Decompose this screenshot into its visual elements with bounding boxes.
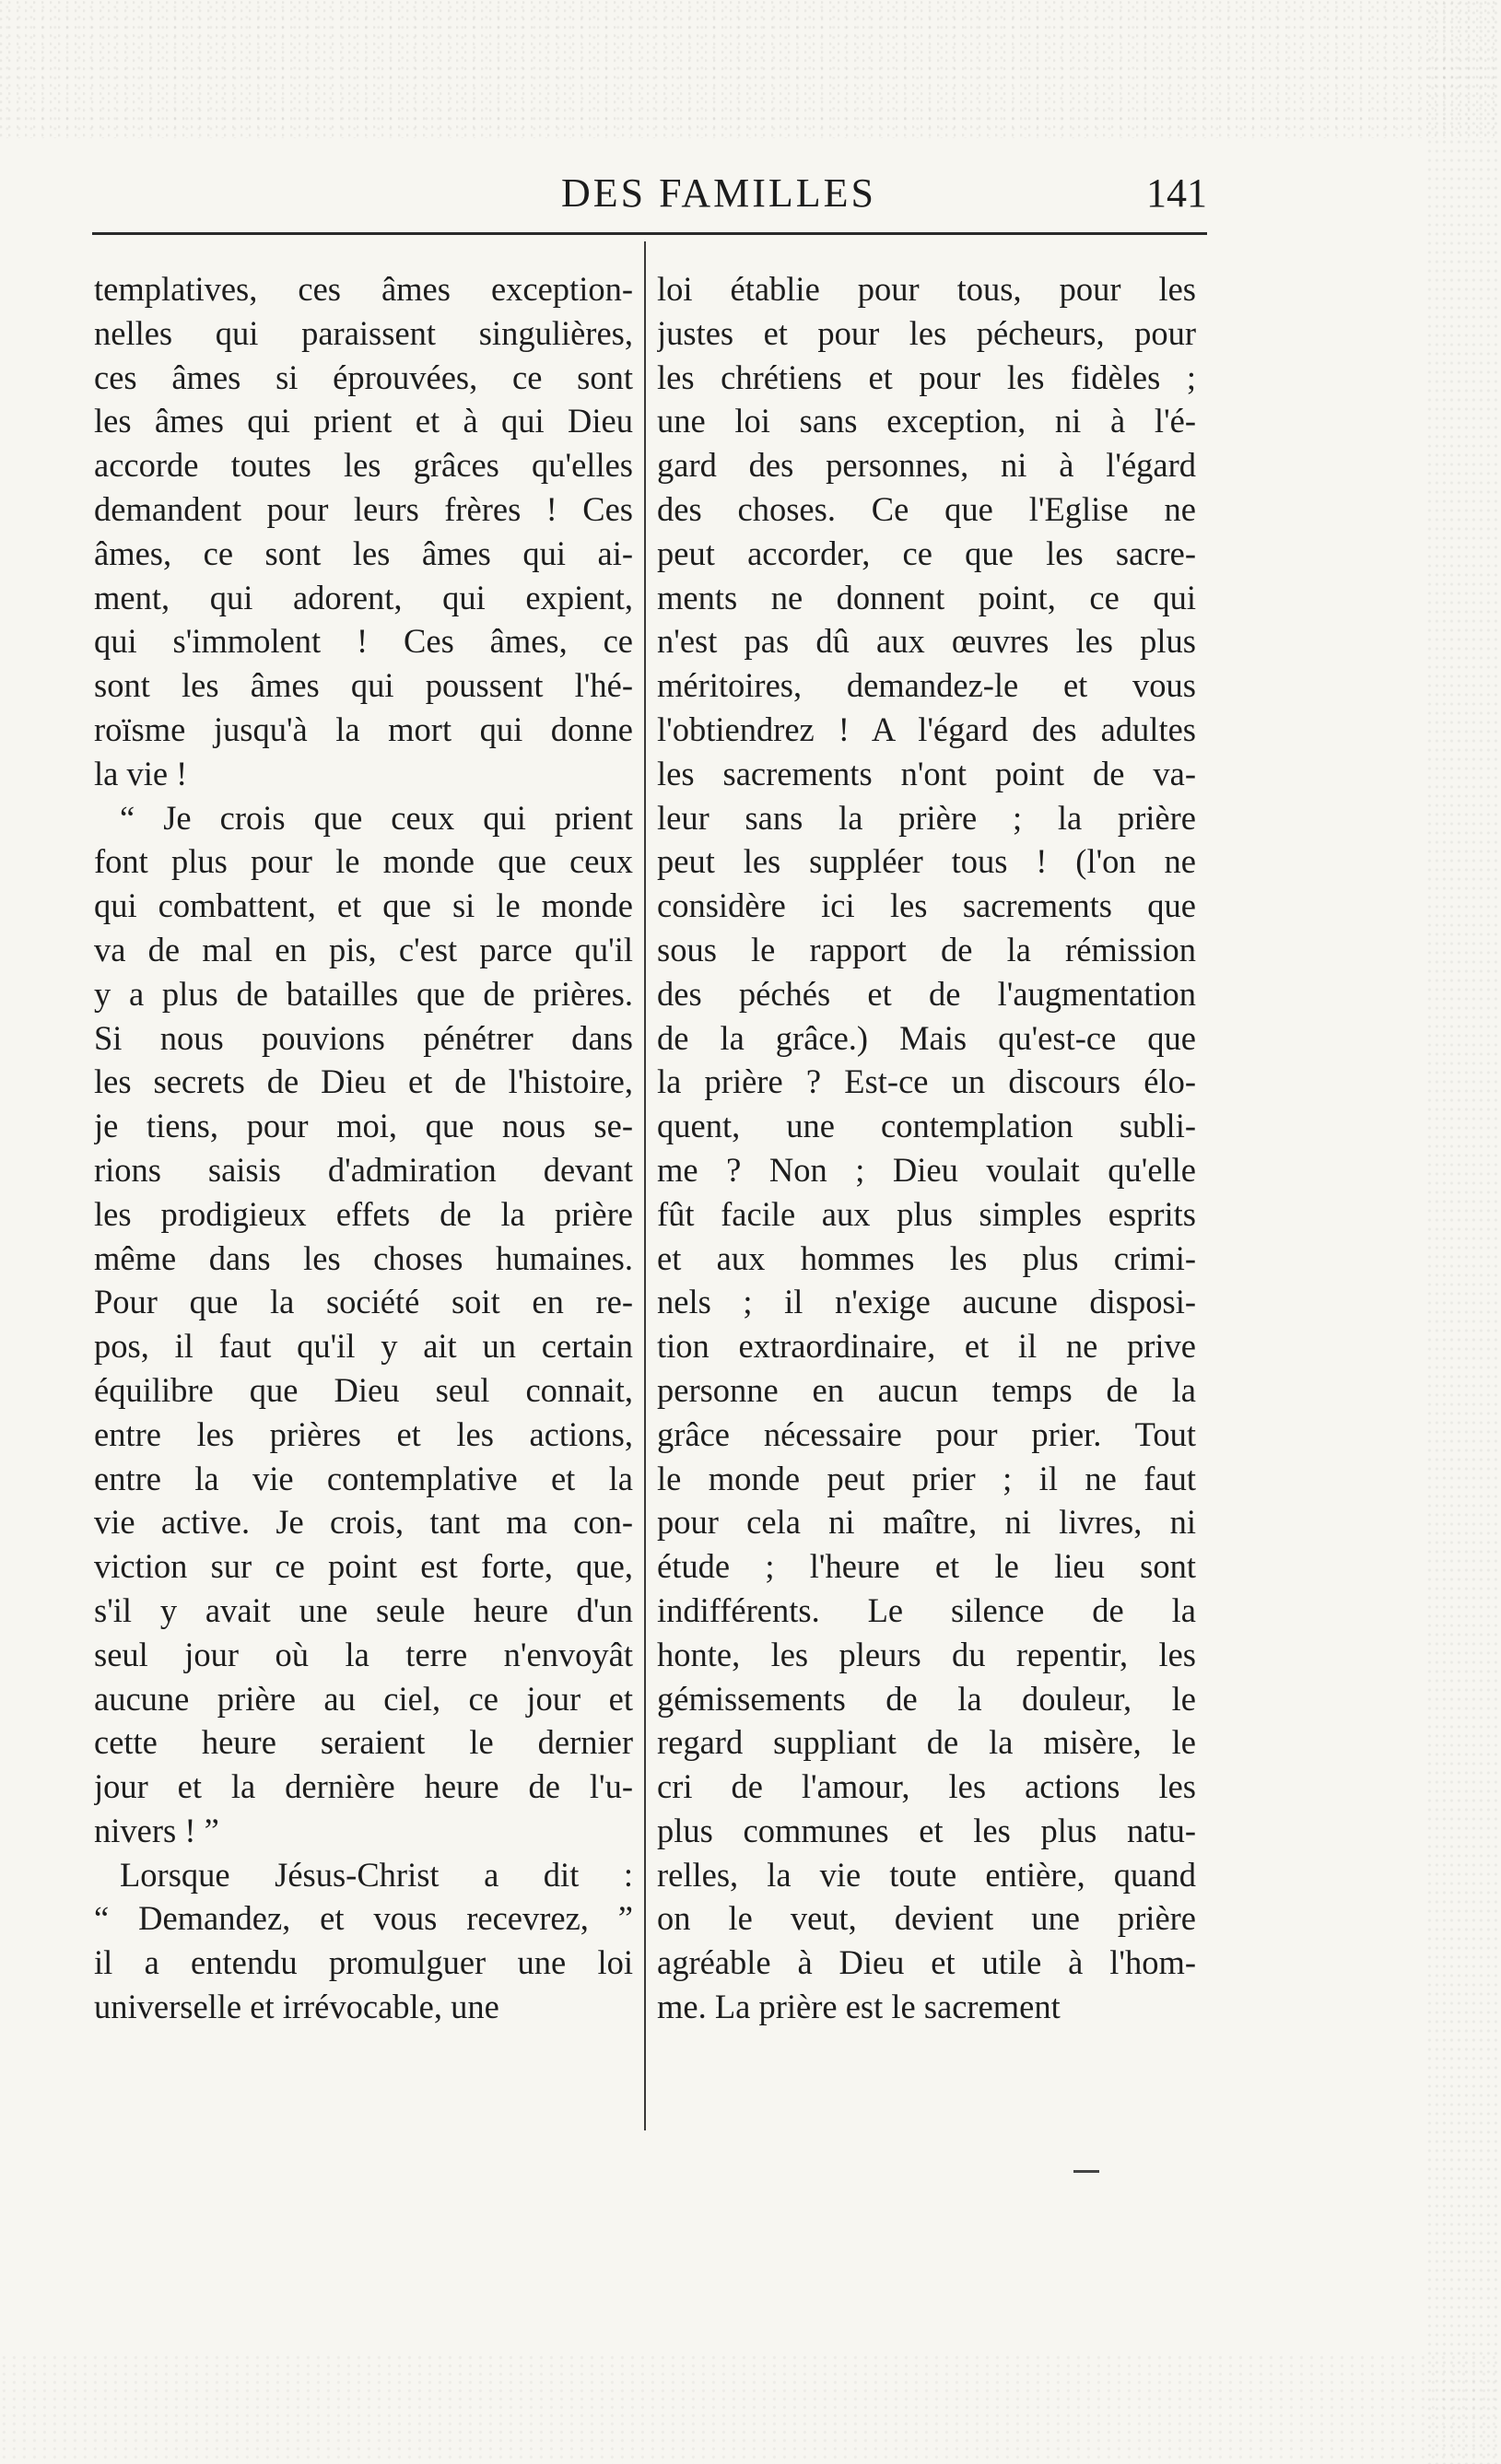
text-line: Lorsque Jésus-Christ a dit :: [120, 1855, 633, 1894]
print-noise-right: [1427, 0, 1501, 2464]
text-line: accorde toutes les grâces qu'elles: [94, 446, 633, 485]
header-rule: [92, 232, 1207, 235]
text-line: n'est pas dû aux œuvres les plus: [657, 622, 1196, 661]
text-line: indifférents. Le silence de la: [657, 1590, 1196, 1629]
text-line: ces âmes si éprouvées, ce sont: [94, 358, 633, 396]
text-line: justes et pour les pécheurs, pour: [657, 313, 1196, 352]
text-line: personne en aucun temps de la: [657, 1370, 1196, 1409]
text-line: les chrétiens et pour les fidèles ;: [657, 358, 1196, 396]
text-line: équilibre que Dieu seul connait,: [94, 1370, 633, 1409]
text-line: tion extraordinaire, et il ne prive: [657, 1327, 1196, 1366]
text-line: pos, il faut qu'il y ait un certain: [94, 1327, 633, 1366]
text-line: l'obtiendrez ! A l'égard des adultes: [657, 710, 1196, 748]
text-line: des péchés et de l'augmentation: [657, 974, 1196, 1013]
text-line: me ? Non ; Dieu voulait qu'elle: [657, 1150, 1196, 1189]
text-line: des choses. Ce que l'Eglise ne: [657, 489, 1196, 528]
text-line: roïsme jusqu'à la mort qui donne: [94, 710, 633, 748]
text-line: les sacrements n'ont point de va-: [657, 754, 1196, 792]
text-line: je tiens, pour moi, que nous se-: [94, 1107, 633, 1145]
right-text-column: [657, 267, 1196, 2029]
text-line: nelles qui paraissent singulières,: [94, 313, 633, 352]
text-line: gémissements de la douleur, le: [657, 1679, 1196, 1718]
text-line: qui combattent, et que si le monde: [94, 886, 633, 925]
text-line: universelle et irrévocable, une: [94, 1988, 499, 2026]
text-line: nels ; il n'exige aucune disposi-: [657, 1283, 1196, 1321]
text-line: templatives, ces âmes exception-: [94, 270, 633, 308]
text-line: les prodigieux effets de la prière: [94, 1194, 633, 1233]
text-line: “ Demandez, et vous recevrez, ”: [94, 1899, 633, 1938]
text-line: vie active. Je crois, tant ma con-: [94, 1503, 633, 1542]
text-line: la vie !: [94, 754, 188, 792]
text-line: une loi sans exception, ni à l'é-: [657, 402, 1196, 440]
text-line: et aux hommes les plus crimi-: [657, 1238, 1196, 1277]
text-line: cri de l'amour, les actions les: [657, 1767, 1196, 1806]
text-line: va de mal en pis, c'est parce qu'il: [94, 930, 633, 968]
text-line: font plus pour le monde que ceux: [94, 842, 633, 881]
text-line: ments ne donnent point, ce qui: [657, 578, 1196, 616]
text-line: loi établie pour tous, pour les: [657, 270, 1196, 308]
text-line: ment, qui adorent, qui expient,: [94, 578, 633, 616]
text-line: fût facile aux plus simples esprits: [657, 1194, 1196, 1233]
text-line: il a entendu promulguer une loi: [94, 1943, 633, 1982]
text-line: rions saisis d'admiration devant: [94, 1150, 633, 1189]
text-line: “ Je crois que ceux qui prient: [120, 798, 633, 837]
text-line: Pour que la société soit en re-: [94, 1283, 633, 1321]
text-line: gard des personnes, ni à l'égard: [657, 446, 1196, 485]
text-line: on le veut, devient une prière: [657, 1899, 1196, 1938]
text-line: s'il y avait une seule heure d'un: [94, 1590, 633, 1629]
text-line: âmes, ce sont les âmes qui ai-: [94, 534, 633, 572]
text-line: les secrets de Dieu et de l'histoire,: [94, 1062, 633, 1101]
text-line: le monde peut prier ; il ne faut: [657, 1459, 1196, 1497]
text-line: grâce nécessaire pour prier. Tout: [657, 1414, 1196, 1453]
text-line: agréable à Dieu et utile à l'hom-: [657, 1943, 1196, 1982]
text-line: sont les âmes qui poussent l'hé-: [94, 666, 633, 705]
text-line: honte, les pleurs du repentir, les: [657, 1635, 1196, 1673]
text-line: les âmes qui prient et à qui Dieu: [94, 402, 633, 440]
text-line: viction sur ce point est forte, que,: [94, 1547, 633, 1586]
text-line: leur sans la prière ; la prière: [657, 798, 1196, 837]
column-divider: [644, 241, 646, 2130]
text-line: considère ici les sacrements que: [657, 886, 1196, 925]
text-line: de la grâce.) Mais qu'est-ce que: [657, 1018, 1196, 1057]
left-text-column: [94, 267, 633, 2029]
print-noise-top: [0, 0, 1501, 138]
text-line: étude ; l'heure et le lieu sont: [657, 1547, 1196, 1586]
text-line: demandent pour leurs frères ! Ces: [94, 489, 633, 528]
text-line: Si nous pouvions pénétrer dans: [94, 1018, 633, 1057]
text-line: entre les prières et les actions,: [94, 1414, 633, 1453]
text-line: seul jour où la terre n'envoyât: [94, 1635, 633, 1673]
text-line: pour cela ni maître, ni livres, ni: [657, 1503, 1196, 1542]
text-line: relles, la vie toute entière, quand: [657, 1855, 1196, 1894]
text-line: qui s'immolent ! Ces âmes, ce: [94, 622, 633, 661]
text-line: y a plus de batailles que de prières.: [94, 974, 633, 1013]
text-line: la prière ? Est-ce un discours élo-: [657, 1062, 1196, 1101]
text-line: peut les suppléer tous ! (l'on ne: [657, 842, 1196, 881]
print-noise-bottom: [0, 2353, 1501, 2464]
text-line: cette heure seraient le dernier: [94, 1723, 633, 1762]
text-line: regard suppliant de la misère, le: [657, 1723, 1196, 1762]
text-line: aucune prière au ciel, ce jour et: [94, 1679, 633, 1718]
text-line: jour et la dernière heure de l'u-: [94, 1767, 633, 1806]
running-title: DES FAMILLES: [561, 170, 876, 216]
text-line: entre la vie contemplative et la: [94, 1459, 633, 1497]
text-line: sous le rapport de la rémission: [657, 930, 1196, 968]
text-line: méritoires, demandez-le et vous: [657, 666, 1196, 705]
stray-ink-mark: [1073, 2170, 1099, 2173]
text-line: plus communes et les plus natu-: [657, 1811, 1196, 1849]
text-line: même dans les choses humaines.: [94, 1238, 633, 1277]
text-line: nivers ! ”: [94, 1811, 219, 1849]
page-header: [92, 166, 1207, 221]
text-line: peut accorder, ce que les sacre-: [657, 534, 1196, 572]
text-line: me. La prière est le sacrement: [657, 1988, 1061, 2026]
page-number: 141: [1146, 170, 1207, 216]
text-line: quent, une contemplation subli-: [657, 1107, 1196, 1145]
